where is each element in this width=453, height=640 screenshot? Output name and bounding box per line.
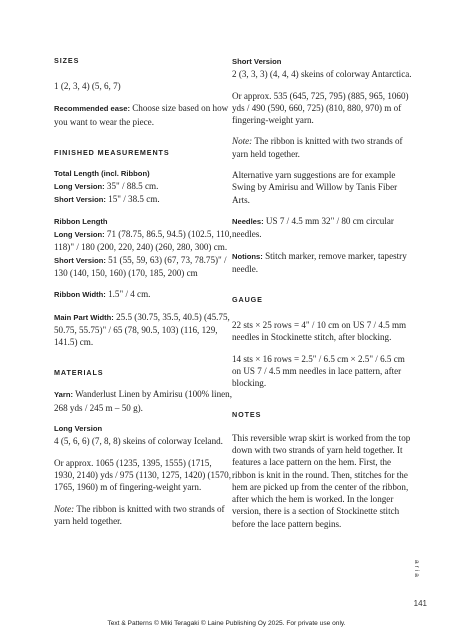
short-approx: Or approx. 535 (645, 725, 795) (885, 965, 1060) yds / 490 (590, 660, 725) (810, 880, 970) m of fingering-weight yarn. <box>232 90 409 126</box>
ease-text: Choose size based on how you want to wear the piece. <box>54 103 229 127</box>
long-text: 35" / 88.5 cm. <box>104 181 159 192</box>
long-version-title: Long Version <box>54 424 103 434</box>
yarn <box>54 388 232 414</box>
ribbon-length-long <box>54 228 232 254</box>
long-note <box>54 503 232 528</box>
short-version-title: Short Version <box>232 57 282 66</box>
yarn-text: Wanderlust Linen by Amirisu (100% linen, 268 yds / 245 m – 50 g). <box>54 389 232 413</box>
right-column <box>232 56 412 530</box>
footer-copyright: Text & Patterns © Miki Teragaki © Laine Publishing Oy 2025. For private use only. <box>107 620 346 627</box>
notes-text: This reversible wrap skirt is worked from the top down with two strands of yarn held together. It features a lace pattern on the hem. First, the ribbon is knit in the round. Then, stitches for the hem are picked up from the center of the ribbon, after which the hem is worked. In the longer version, there is a section of Stockinette stitch before the lace pattern begins. <box>232 432 411 529</box>
yarn-label: Yarn: <box>54 390 73 400</box>
recommended-ease <box>54 102 232 128</box>
total-length-title: Total Length (incl. Ribbon) <box>54 168 150 178</box>
note-label-right: Note: <box>232 136 253 147</box>
note-label: Note: <box>54 503 75 514</box>
left-column <box>54 56 232 527</box>
long-label: Long Version: <box>54 182 105 192</box>
ribbon-width-text: 1.5" / 4 cm. <box>105 289 151 300</box>
rl-short-text: 51 (55, 59, 63) (67, 73, 78.75)" / 130 (140, 150, 160) (170, 185, 200) cm <box>54 254 227 278</box>
rl-short-label: Short Version: <box>54 255 106 265</box>
sizes-text: 1 (2, 3, 4) (5, 6, 7) <box>54 81 121 91</box>
ribbon-length-title: Ribbon Length <box>54 216 108 226</box>
notes-heading: NOTES <box>232 409 262 419</box>
short-label: Short Version: <box>54 195 106 205</box>
sizes-heading: SIZES <box>54 56 80 65</box>
gauge-lace: 14 sts × 16 rows = 2.5" / 6.5 cm × 2.5" / 6.5 cm on US 7 / 4.5 mm needles in lace pattern, after blocking. <box>232 353 405 389</box>
side-label: aria <box>413 560 420 579</box>
total-length-short <box>54 193 232 206</box>
materials-heading: MATERIALS <box>54 368 104 378</box>
ribbon-length-short <box>54 254 232 280</box>
notions-label: Notions: <box>232 251 263 261</box>
needles-label: Needles: <box>232 216 264 226</box>
gauge-stockinette: 22 sts × 25 rows = 4" / 10 cm on US 7 / 4.5 mm needles in Stockinette stitch, after blocking. <box>232 320 407 343</box>
rl-long-label: Long Version: <box>54 230 105 240</box>
ease-label: Recommended ease: <box>54 104 130 114</box>
alternative-yarns: Alternative yarn suggestions are for example Swing by Amirisu and Willow by Tanis Fiber Arts. <box>232 170 398 205</box>
measurements-heading: FINISHED MEASUREMENTS <box>54 147 170 157</box>
note-text-right: The ribbon is knitted with two strands of yarn held together. <box>232 136 403 159</box>
long-skeins: 4 (5, 6, 6) (7, 8, 8) skeins of colorway Iceland. <box>54 436 223 447</box>
note-text: The ribbon is knitted with two strands of yarn held together. <box>54 503 225 526</box>
main-part-width <box>54 311 232 349</box>
ribbon-width-label: Ribbon Width: <box>54 290 106 300</box>
needles-text: US 7 / 4.5 mm 32" / 80 cm circular needles. <box>232 215 394 240</box>
short-note <box>232 135 412 160</box>
total-length-long <box>54 180 232 193</box>
long-approx: Or approx. 1065 (1235, 1395, 1555) (1715, 1930, 2140) yds / 975 (1130, 1275, 1420) (1570, 1765, 1960) m of fingering-weight yarn. <box>54 457 231 493</box>
short-text: 15" / 38.5 cm. <box>105 194 160 205</box>
ribbon-width <box>54 288 232 301</box>
gauge-heading: GAUGE <box>232 295 263 305</box>
main-width-label: Main Part Width: <box>54 312 114 322</box>
short-skeins: 2 (3, 3, 3) (4, 4, 4) skeins of colorway Antarctica. <box>232 69 412 80</box>
rl-long-text: 71 (78.75, 86.5, 94.5) (102.5, 110, 118)" / 180 (200, 220, 240) (260, 280, 300) cm. <box>54 229 232 253</box>
notions-text: Stitch marker, remove marker, tapestry needle. <box>232 250 407 274</box>
page-number: 141 <box>413 599 427 608</box>
notions <box>232 250 412 276</box>
main-width-text: 25.5 (30.75, 35.5, 40.5) (45.75, 50.75, 55.75)" / 65 (78, 90.5, 103) (116, 129, 141.5) cm. <box>54 311 230 348</box>
needles <box>232 215 412 241</box>
